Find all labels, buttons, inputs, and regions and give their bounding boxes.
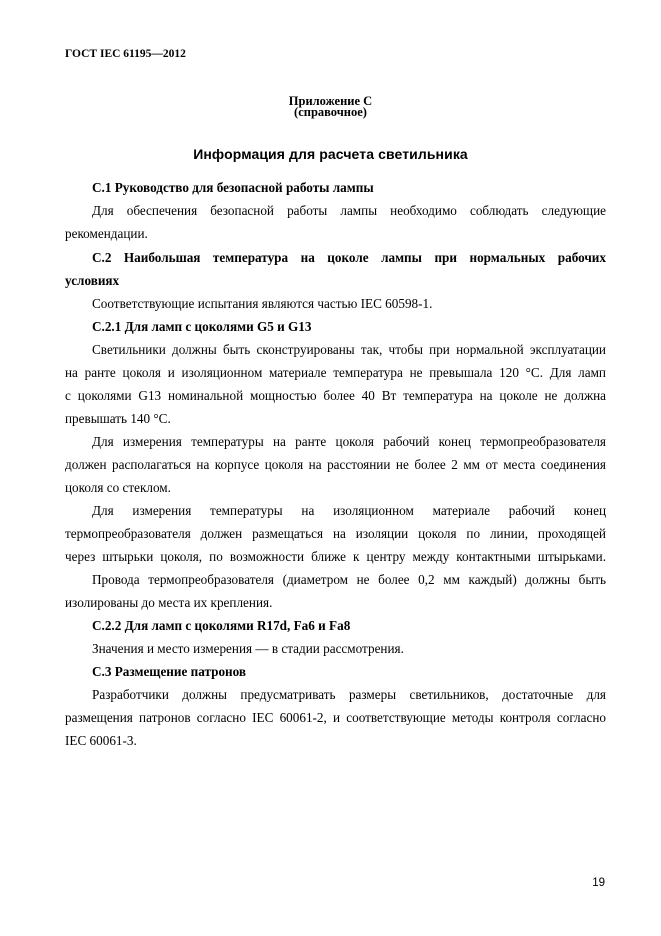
paragraph-line: через штырьки цоколя, по возможности ближе к центру между контактными штырьками. (65, 549, 606, 564)
paragraph-line: цоколя со стеклом. (65, 480, 171, 495)
paragraph-line: Провода термопреобразователя (диаметром не более 0,2 мм каждый) должны быть (92, 572, 606, 587)
paragraph-line: на ранте цоколя и изоляционном материале температура не превышала 120 °С. Для ламп (65, 365, 606, 380)
section-heading-c22: С.2.2 Для ламп с цоколями R17d, Fa6 и Fa8 (92, 618, 351, 633)
paragraph-line: термопреобразователя должен размещаться на изоляции цоколя по линии, проходящей (65, 526, 606, 541)
paragraph-line: Светильники должны быть сконструированы так, чтобы при нормальной эксплуатации (92, 342, 606, 357)
paragraph-line: должен располагаться на корпусе цоколя на расстоянии не более 2 мм от места соединения (65, 457, 606, 472)
annex-title: Приложение С (288, 94, 373, 108)
page-number: 19 (592, 877, 605, 889)
paragraph-line: рекомендации. (65, 226, 148, 241)
section-heading-c21: С.2.1 Для ламп с цоколями G5 и G13 (92, 319, 312, 334)
paragraph-line: изолированы до места их крепления. (65, 595, 273, 610)
paragraph-line: Соответствующие испытания являются частью IEC 60598-1. (92, 296, 433, 311)
paragraph-line: Разработчики должны предусматривать размеры светильников, достаточные для (92, 687, 606, 702)
section-heading-c2: С.2 Наибольшая температура на цоколе лампы при нормальных рабочих (92, 250, 606, 265)
paragraph-line: Для обеспечения безопасной работы лампы необходимо соблюдать следующие (92, 203, 606, 218)
paragraph-line: Значения и место измерения –– в стадии рассмотрения. (92, 641, 404, 656)
document-header: ГОСТ IEC 61195—2012 (65, 48, 186, 60)
paragraph-line: Для измерения температуры на изоляционном материале рабочий конец (92, 503, 606, 518)
paragraph-line: Для измерения температуры на ранте цоколя рабочий конец термопреобразователя (92, 434, 606, 449)
section-heading-c2-cont: условиях (65, 273, 120, 288)
paragraph-line: с цоколями G13 номинальной мощностью более 40 Вт температура на цоколе не должна (65, 388, 606, 403)
paragraph-line: размещения патронов согласно IEC 60061-2, и соответствующие методы контроля согласно (65, 710, 606, 725)
section-heading-c1: С.1 Руководство для безопасной работы лампы (92, 180, 374, 195)
annex-note: (справочное) (294, 105, 367, 119)
section-heading-c3: С.3 Размещение патронов (92, 664, 247, 679)
page-title: Информация для расчета светильника (193, 146, 468, 162)
paragraph-line: превышать 140 °С. (65, 411, 171, 426)
paragraph-line: IEC 60061-3. (65, 733, 137, 748)
